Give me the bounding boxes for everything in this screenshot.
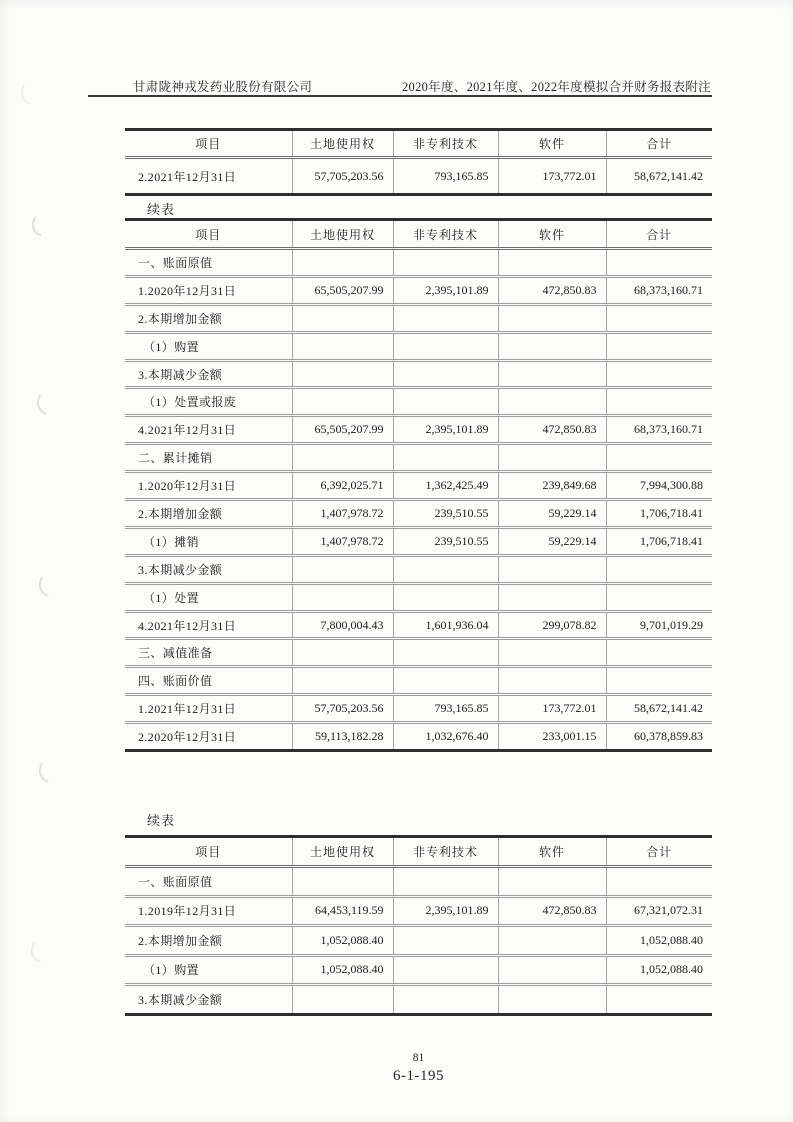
table-row (125, 583, 712, 611)
value-cell (498, 639, 606, 667)
value-cell (292, 360, 393, 388)
value-cell: 57,705,203.56 (292, 695, 393, 723)
value-cell (498, 867, 606, 897)
value-cell: 233,001.15 (498, 723, 606, 751)
value-cell: 239,510.55 (393, 527, 498, 555)
value-cell (393, 388, 498, 416)
column-header: 非专利技术 (393, 220, 498, 249)
value-cell: 7,994,300.88 (606, 472, 712, 500)
value-cell (498, 555, 606, 583)
value-cell: 2,395,101.89 (393, 416, 498, 444)
value-cell (606, 249, 712, 277)
value-cell (393, 304, 498, 332)
value-cell: 2,395,101.89 (393, 276, 498, 304)
value-cell (292, 304, 393, 332)
value-cell (292, 555, 393, 583)
item-cell: 二、累计摊销 (125, 444, 292, 472)
value-cell: 9,701,019.29 (606, 611, 712, 639)
value-cell: 239,849.68 (498, 472, 606, 500)
value-cell: 65,505,207.99 (292, 276, 393, 304)
document-header (133, 77, 711, 95)
table-row (125, 611, 712, 639)
table-row (125, 158, 712, 195)
table-row (125, 304, 712, 332)
value-cell: 65,505,207.99 (292, 416, 393, 444)
value-cell (606, 867, 712, 897)
column-header: 土地使用权 (292, 837, 393, 867)
value-cell: 1,052,088.40 (606, 926, 712, 956)
value-cell: 60,378,859.83 (606, 723, 712, 751)
value-cell (393, 555, 498, 583)
item-cell: 2.本期增加金额 (125, 926, 292, 956)
item-cell: 1.2019年12月31日 (125, 896, 292, 926)
document-number: 6-1-195 (393, 1068, 444, 1085)
table-row (125, 527, 712, 555)
value-cell (606, 360, 712, 388)
header-rule (88, 95, 712, 97)
table-row (125, 444, 712, 472)
item-cell: 1.2020年12月31日 (125, 276, 292, 304)
value-cell: 57,705,203.56 (292, 158, 393, 195)
scan-artifact-mark (18, 84, 36, 104)
value-cell: 7,800,004.43 (292, 611, 393, 639)
value-cell: 1,706,718.41 (606, 500, 712, 528)
value-cell (393, 444, 498, 472)
value-cell: 299,078.82 (498, 611, 606, 639)
item-cell: 1.2021年12月31日 (125, 695, 292, 723)
value-cell (292, 667, 393, 695)
item-cell: 2.2020年12月31日 (125, 723, 292, 751)
scan-artifact-mark (34, 394, 52, 414)
value-cell (606, 388, 712, 416)
value-cell (498, 249, 606, 277)
value-cell: 58,672,141.42 (606, 695, 712, 723)
value-cell (292, 388, 393, 416)
value-cell (292, 867, 393, 897)
value-cell (498, 444, 606, 472)
table-row (125, 388, 712, 416)
value-cell: 793,165.85 (393, 158, 498, 195)
item-cell: 一、账面原值 (125, 867, 292, 897)
item-cell: 3.本期减少金额 (125, 985, 292, 1015)
table-row (125, 555, 712, 583)
value-cell (498, 667, 606, 695)
value-cell: 173,772.01 (498, 695, 606, 723)
value-cell (606, 444, 712, 472)
column-header: 非专利技术 (393, 837, 498, 867)
value-cell (606, 985, 712, 1015)
value-cell (393, 926, 498, 956)
value-cell (498, 304, 606, 332)
value-cell: 793,165.85 (393, 695, 498, 723)
value-cell (606, 639, 712, 667)
report-title: 2020年度、2021年度、2022年度模拟合并财务报表附注 (401, 80, 711, 94)
value-cell: 1,706,718.41 (606, 527, 712, 555)
value-cell (606, 304, 712, 332)
value-cell (498, 926, 606, 956)
continued-table-label: 续表 (147, 202, 176, 217)
value-cell: 58,672,141.42 (606, 158, 712, 195)
column-header: 项目 (125, 130, 292, 158)
value-cell (498, 332, 606, 360)
table-header-row (125, 130, 712, 158)
table-row (125, 695, 712, 723)
intangible-assets-table-first (125, 128, 712, 196)
scan-artifact-mark (36, 576, 54, 596)
table-row (125, 896, 712, 926)
value-cell (292, 583, 393, 611)
table-row (125, 667, 712, 695)
column-header: 合计 (606, 837, 712, 867)
value-cell: 68,373,160.71 (606, 276, 712, 304)
item-cell: （1）摊销 (125, 527, 292, 555)
column-header: 项目 (125, 220, 292, 249)
value-cell: 1,052,088.40 (606, 955, 712, 985)
value-cell: 173,772.01 (498, 158, 606, 195)
value-cell: 1,362,425.49 (393, 472, 498, 500)
scan-artifact-mark (36, 762, 54, 782)
value-cell: 67,321,072.31 (606, 896, 712, 926)
item-cell: 2.本期增加金额 (125, 500, 292, 528)
column-header: 软件 (498, 130, 606, 158)
table-row (125, 639, 712, 667)
page-number: 81 (412, 1052, 425, 1064)
value-cell (292, 249, 393, 277)
item-cell: 1.2020年12月31日 (125, 472, 292, 500)
item-cell: （1）购置 (125, 955, 292, 985)
value-cell (292, 332, 393, 360)
continued-table-label: 续表 (147, 813, 176, 828)
value-cell: 472,850.83 (498, 276, 606, 304)
table-row (125, 955, 712, 985)
table-row (125, 472, 712, 500)
value-cell: 1,032,676.40 (393, 723, 498, 751)
value-cell: 1,407,978.72 (292, 500, 393, 528)
value-cell (606, 583, 712, 611)
value-cell: 59,229.14 (498, 500, 606, 528)
column-header: 土地使用权 (292, 220, 393, 249)
value-cell (292, 444, 393, 472)
table-row (125, 867, 712, 897)
table-row (125, 332, 712, 360)
value-cell (292, 639, 393, 667)
table-header-row (125, 220, 712, 249)
column-header: 合计 (606, 220, 712, 249)
column-header: 软件 (498, 220, 606, 249)
item-cell: （1）购置 (125, 332, 292, 360)
value-cell: 59,113,182.28 (292, 723, 393, 751)
value-cell: 472,850.83 (498, 896, 606, 926)
value-cell (393, 583, 498, 611)
column-header: 非专利技术 (393, 130, 498, 158)
item-cell: （1）处置或报废 (125, 388, 292, 416)
scan-artifact-mark (29, 216, 47, 236)
value-cell: 1,052,088.40 (292, 926, 393, 956)
company-name: 甘肃陇神戎发药业股份有限公司 (133, 80, 313, 94)
table-row (125, 416, 712, 444)
value-cell (498, 388, 606, 416)
value-cell: 239,510.55 (393, 500, 498, 528)
value-cell: 1,601,936.04 (393, 611, 498, 639)
value-cell (393, 360, 498, 388)
value-cell: 68,373,160.71 (606, 416, 712, 444)
item-cell: 2.本期增加金额 (125, 304, 292, 332)
value-cell (393, 867, 498, 897)
value-cell (498, 955, 606, 985)
intangible-assets-table-continued-2021 (125, 218, 712, 752)
intangible-assets-table-continued-2019 (125, 835, 712, 1016)
value-cell: 2,395,101.89 (393, 896, 498, 926)
item-cell: 三、减值准备 (125, 639, 292, 667)
value-cell: 1,407,978.72 (292, 527, 393, 555)
column-header: 土地使用权 (292, 130, 393, 158)
table-row (125, 985, 712, 1015)
value-cell (292, 985, 393, 1015)
item-cell: 2.2021年12月31日 (125, 158, 292, 195)
value-cell (393, 249, 498, 277)
table-row (125, 926, 712, 956)
value-cell (606, 555, 712, 583)
table-row (125, 723, 712, 751)
value-cell (393, 985, 498, 1015)
value-cell: 472,850.83 (498, 416, 606, 444)
value-cell (606, 667, 712, 695)
column-header: 项目 (125, 837, 292, 867)
value-cell (498, 985, 606, 1015)
item-cell: 四、账面价值 (125, 667, 292, 695)
table-row (125, 500, 712, 528)
value-cell: 59,229.14 (498, 527, 606, 555)
column-header: 软件 (498, 837, 606, 867)
table-row (125, 276, 712, 304)
value-cell: 1,052,088.40 (292, 955, 393, 985)
item-cell: （1）处置 (125, 583, 292, 611)
value-cell (393, 955, 498, 985)
table-row (125, 249, 712, 277)
item-cell: 4.2021年12月31日 (125, 611, 292, 639)
value-cell (393, 667, 498, 695)
column-header: 合计 (606, 130, 712, 158)
value-cell (393, 639, 498, 667)
scan-artifact-mark (28, 942, 46, 962)
value-cell (498, 360, 606, 388)
value-cell (393, 332, 498, 360)
document-footer (125, 1051, 712, 1086)
item-cell: 3.本期减少金额 (125, 360, 292, 388)
item-cell: 3.本期减少金额 (125, 555, 292, 583)
value-cell (606, 332, 712, 360)
table-header-row (125, 837, 712, 867)
value-cell: 6,392,025.71 (292, 472, 393, 500)
item-cell: 4.2021年12月31日 (125, 416, 292, 444)
value-cell: 64,453,119.59 (292, 896, 393, 926)
table-row (125, 360, 712, 388)
value-cell (498, 583, 606, 611)
item-cell: 一、账面原值 (125, 249, 292, 277)
